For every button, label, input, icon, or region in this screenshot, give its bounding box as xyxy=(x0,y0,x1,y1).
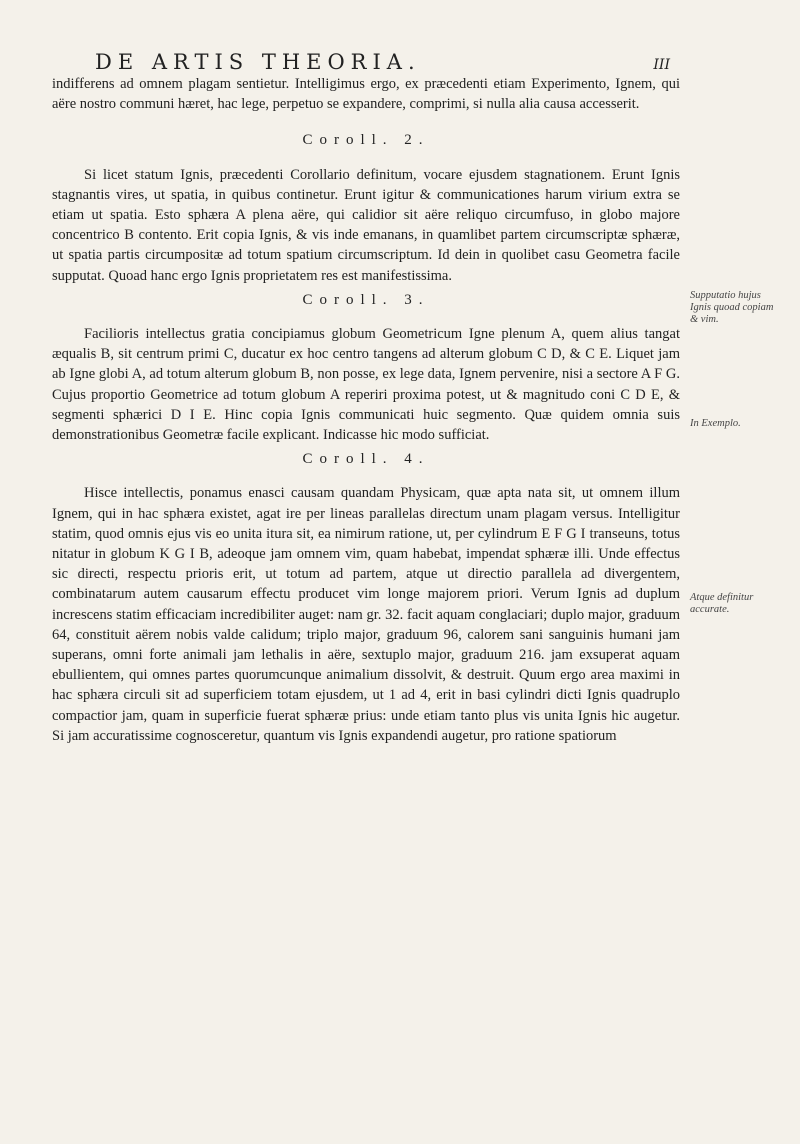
margin-note-exemplo: In Exemplo. xyxy=(690,418,741,429)
page-header xyxy=(95,50,670,74)
corollary-2-heading: Coroll. 2. xyxy=(302,132,430,149)
corollary-3-heading: Coroll. 3. xyxy=(302,291,430,308)
running-head: DE ARTIS THEORIA. xyxy=(95,50,421,74)
corollary-2-text: Si licet statum Ignis, præcedenti Corollario definitum, vocare ejusdem stagnationem. Erunt Ignis stagnantis vires, ut spatia, in quibus continetur. Erunt igitur & communicationes harum virium extra se etiam ut spatia. Esto sphæra A plena aëre, qui calidior sit aëre reliquo circumfuso, in globo majore concentrico B contento. Erit copia Ignis, & vis inde emanans, in quamlibet partem circumscriptæ sphæræ, ut spatia partis circumpositæ ad totum spatium circumscriptum. Id dein in quolibet casu Geometra facile supputat. Quoad hanc ergo Ignis proprietatem res est manifestissima. xyxy=(52,166,680,284)
intro-paragraph: indifferens ad omnem plagam sentietur. Intelligimus ergo, ex præcedenti etiam Experimento, Ignem, qui aëre nostro communi hæret, hac lege, perpetuo se expandere, comprimi, si nulla alia causa accesserit. xyxy=(52,76,680,113)
corollary-4-heading: Coroll. 4. xyxy=(302,451,430,468)
margin-note-supputatio: Supputatio hujus Ignis quoad copiam & vim. xyxy=(690,290,774,325)
page-number: III xyxy=(653,57,670,73)
corollary-3-text: Facilioris intellectus gratia concipiamus globum Geometricum Igne plenum A, quem alius tangat æqualis B, sit centrum primi C, ducatur ex hoc centro tangens ad alterum globum C D, & C E. Liquet jam ab Igne globi A, ad totum alterum globum B, non posse, ex lege data, Ignem pervenire, nisi a sectore A F G. Cujus proportio Geometrice ad totum globum A reperiri proxima potest, ut & magnitudo coni C D E, & segmenti sphærici D I E. Hinc copia Ignis communicati huic segmento. Quæ quidem omnia suis demonstrationibus Geometræ facile explicant. Indicasse hic modo sufficiat. xyxy=(52,326,680,444)
margin-note-definitur: Atque definitur accurate. xyxy=(690,592,754,615)
corollary-4-text: Hisce intellectis, ponamus enasci causam quandam Physicam, quæ apta nata sit, ut omnem illum Ignem, qui in hac sphæra existet, agat ire per lineas parallelas directum unam plagam versus. Intelligitur statim, quod omnis ejus vis eo unita itura sit, ea nimirum ratione, ut, per cylindrum E F G I transeuns, totus nitatur in globum K G I B, adeoque jam omnem vim, quam habebat, impendat sphæræ illi. Unde effectus sic directi, respectu prioris erit, ut totum ad partem, atque ut directio parallela ad divergentem, combinatarum autem causarum effectu producet vim longe majorem priori. Verum Ignis ad duplum increscens statim efficaciam incredibiliter auget: nam gr. 32. facit aquam conglaciari; duplo major, graduum 64, constituit aërem nobis valde calidum; triplo major, graduum 96, calorem sani sanguinis humani jam superans, omni forte animali jam lethalis in aëre, sextuplo major, graduum 216. jam exsuperat aquam ebullientem, qui omnes partes quorumcunque animalium dissolvit, & destruit. Quum ergo area maximi in hac sphæra circuli sit ad superficiem totam ejusdem, ut 1 ad 4, erit in basi cylindri dicti Ignis quadruplo compactior jam, quam in superficie fuerat sphæræ prius: unde etiam tanto plus vis unita Ignis hic augetur. Si jam accuratissime cognosceretur, quantum vis Ignis expandendi augetur, pro ratione spatiorum xyxy=(52,485,680,744)
page-body xyxy=(52,74,680,746)
